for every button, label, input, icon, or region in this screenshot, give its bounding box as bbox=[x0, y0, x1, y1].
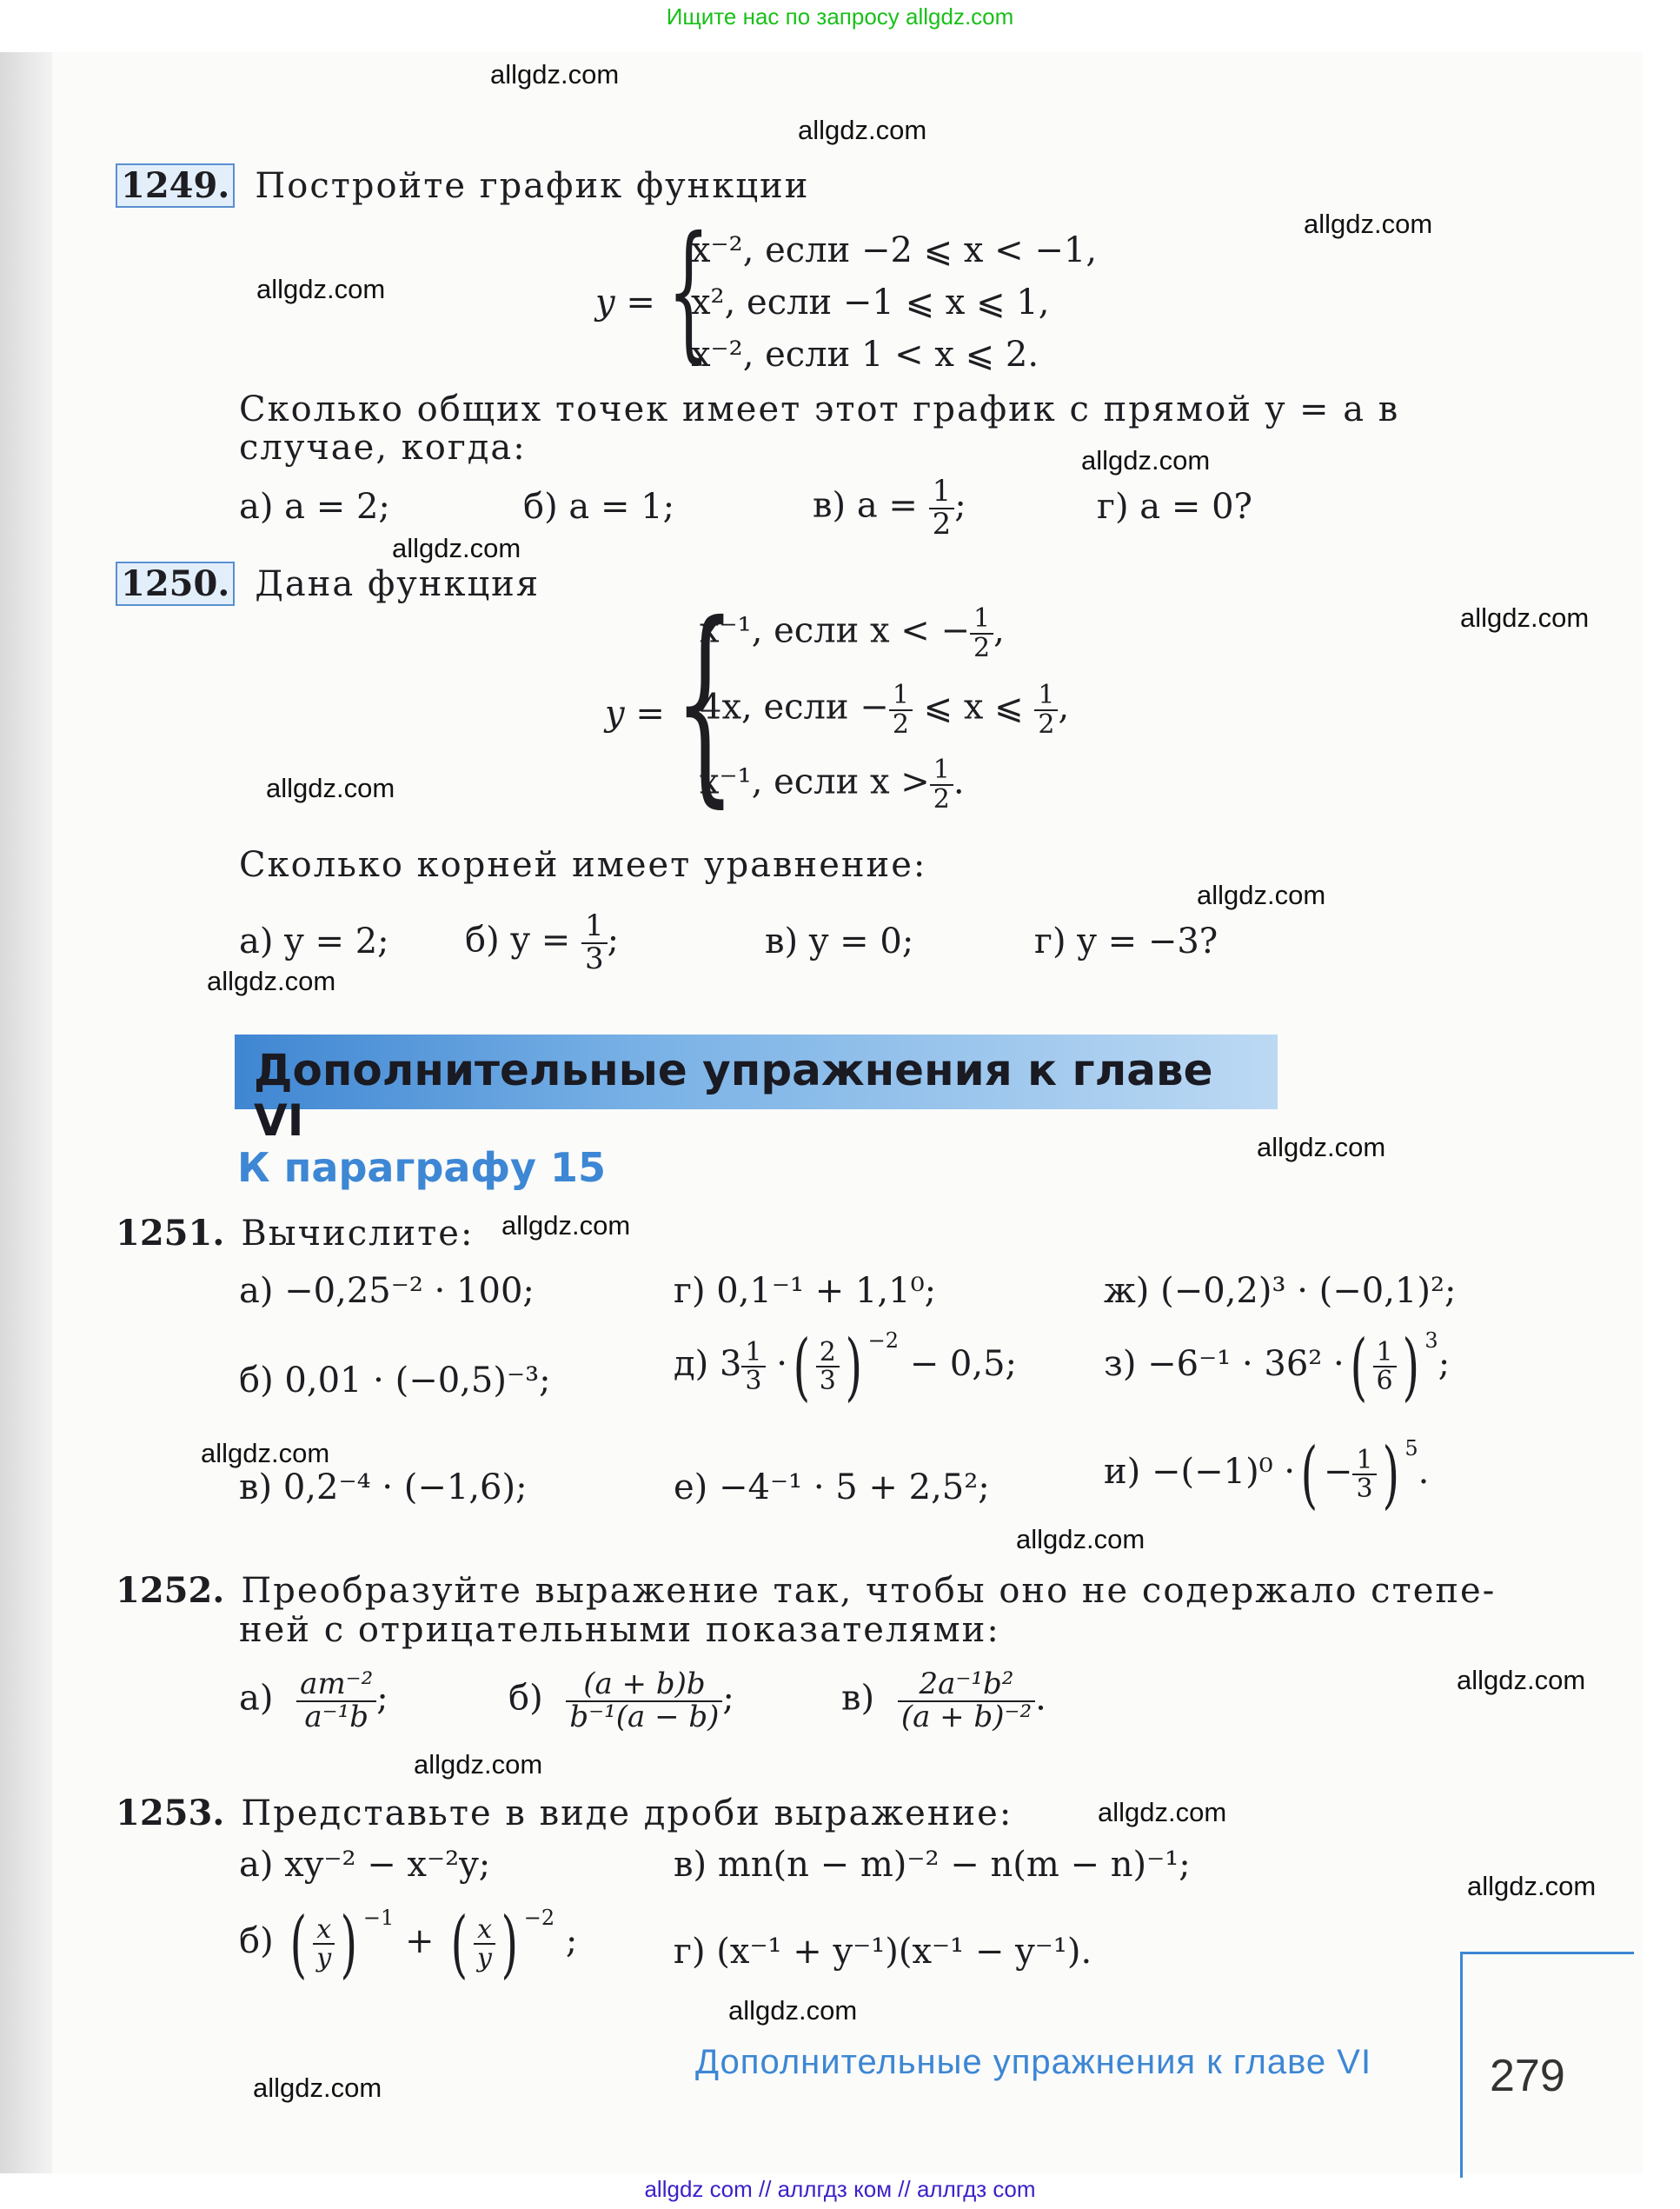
item-a: а) −0,25⁻² · 100; bbox=[239, 1271, 535, 1311]
watermark: allgdz.com bbox=[1460, 602, 1590, 633]
watermark: allgdz.com bbox=[1197, 880, 1326, 910]
item-z: з) −6⁻¹ · 36² ·( $\frac{1}{6}$ ) $^3$; bbox=[1104, 1324, 1451, 1409]
problem-text: Вычислите: bbox=[241, 1214, 475, 1254]
fraction: $\frac{1}{2}$ bbox=[1034, 682, 1058, 738]
item-i: и) −(−1)⁰ ·( − $\frac{1}{3}$ ) $^5$. bbox=[1104, 1432, 1430, 1517]
piecewise-brace: { bbox=[667, 205, 710, 377]
problem-text: Представьте в виде дроби выражение: bbox=[241, 1793, 1013, 1833]
paragraph-subtitle: К параграфу 15 bbox=[237, 1144, 607, 1191]
option-b: б) y = $\frac{1}{3}$ ; bbox=[465, 908, 620, 976]
top-watermark-banner: Ищите нас по запросу allgdz.com bbox=[666, 3, 1014, 30]
fraction: $\frac{1}{3}$ bbox=[741, 1339, 765, 1395]
item-v: в) $\frac{\text{2a⁻¹b²}}{\text{(a + b)⁻²}}$ . bbox=[841, 1667, 1046, 1734]
piecewise-case-1: x⁻², если −2 ⩽ x < −1, bbox=[691, 230, 1098, 270]
watermark: allgdz.com bbox=[253, 2073, 382, 2103]
watermark: allgdz.com bbox=[207, 966, 336, 996]
problem-number: 1252. bbox=[116, 1570, 225, 1611]
footer-divider-horizontal bbox=[1460, 1952, 1634, 1954]
problem-1251-header bbox=[116, 1213, 474, 1254]
problem-number: 1249. bbox=[116, 163, 235, 208]
question-line-2: случае, когда: bbox=[239, 428, 527, 468]
item-e: е) −4⁻¹ · 5 + 2,5²; bbox=[674, 1467, 990, 1507]
item-v: в) 0,2⁻⁴ · (−1,6); bbox=[239, 1467, 528, 1507]
watermark: allgdz.com bbox=[392, 533, 521, 563]
item-b: б) 0,01 · (−0,5)⁻³; bbox=[239, 1361, 551, 1401]
problem-text: Постройте график функции bbox=[255, 166, 810, 206]
function-y-label: y = bbox=[595, 283, 655, 323]
problem-1250-header bbox=[116, 563, 540, 604]
watermark: allgdz.com bbox=[201, 1438, 330, 1468]
watermark: allgdz.com bbox=[798, 115, 927, 145]
watermark: allgdz.com bbox=[501, 1210, 631, 1241]
item-b: б) $\frac{(a + b)b}{\text{b⁻¹(a − b)}}$ ; bbox=[508, 1667, 734, 1734]
piecewise-brace: { bbox=[674, 578, 736, 826]
piecewise-case-2: x², если −1 ⩽ x ⩽ 1, bbox=[691, 283, 1050, 323]
fraction: $\frac{1}{2}$ bbox=[889, 682, 913, 738]
problem-1252-header bbox=[116, 1570, 1496, 1611]
item-g: г) 0,1⁻¹ + 1,1⁰; bbox=[674, 1271, 937, 1311]
bottom-watermark-banner: allgdz com // аллгдз ком // аллгдз com bbox=[644, 2176, 1036, 2202]
question-line: Сколько корней имеет уравнение: bbox=[239, 845, 927, 885]
footer-chapter-title: Дополнительные упражнения к главе VI bbox=[695, 2043, 1372, 2081]
page-number: 279 bbox=[1490, 2051, 1565, 2101]
fraction: $\frac{1}{6}$ bbox=[1373, 1339, 1397, 1395]
fraction: $\frac{1}{2}$ bbox=[970, 605, 993, 662]
footer-divider-vertical bbox=[1460, 1952, 1463, 2178]
option-v: в) a = $\frac{1}{2}$ ; bbox=[813, 474, 966, 542]
item-a: а) $\frac{\text{am⁻²}}{\text{a⁻¹b}}$ ; bbox=[239, 1667, 388, 1734]
piecewise-case-3: x⁻², если 1 < x ⩽ 2. bbox=[691, 335, 1039, 375]
fraction: $\frac{1}{2}$ bbox=[930, 756, 953, 813]
item-g: г) (x⁻¹ + y⁻¹)(x⁻¹ − y⁻¹). bbox=[674, 1932, 1092, 1972]
fraction: $\frac{\text{2a⁻¹b²}}{\text{(a + b)⁻²}}$ bbox=[898, 1669, 1035, 1733]
item-d: д) 3 $\frac{1}{3}$ ·( $\frac{2}{3}$ ) $^{-2}$ − 0,5; bbox=[674, 1324, 1018, 1409]
fraction: $\frac{x}{y}$ bbox=[474, 1916, 495, 1973]
problem-text-line-2: ней с отрицательными показателями: bbox=[239, 1610, 1000, 1650]
watermark: allgdz.com bbox=[1098, 1797, 1227, 1827]
piecewise-case-3: x⁻¹, если x > $\frac{1}{2}$ . bbox=[700, 755, 965, 815]
option-g: г) a = 0? bbox=[1097, 487, 1252, 527]
watermark: allgdz.com bbox=[256, 274, 386, 304]
option-b: б) a = 1; bbox=[523, 487, 675, 527]
watermark: allgdz.com bbox=[266, 773, 395, 803]
item-b: б) ( $\frac{x}{y}$ ) $^{-1}$ + ( $\frac{x}{y}$ ) $^{-2}$ ; bbox=[239, 1901, 578, 1986]
problem-number: 1251. bbox=[116, 1213, 225, 1254]
problem-1249-header bbox=[116, 165, 809, 206]
problem-number: 1253. bbox=[116, 1793, 225, 1833]
piecewise-case-2: 4x, если − $\frac{1}{2}$ ⩽ x ⩽ $\frac{1}{2}$ , bbox=[700, 680, 1070, 740]
watermark: allgdz.com bbox=[1304, 209, 1433, 239]
watermark: allgdz.com bbox=[1457, 1665, 1586, 1695]
question-line-1: Сколько общих точек имеет этот график с прямой y = a в bbox=[239, 389, 1400, 429]
fraction: $\frac{2}{3}$ bbox=[816, 1339, 840, 1395]
watermark: allgdz.com bbox=[490, 59, 620, 90]
option-a: а) a = 2; bbox=[239, 487, 390, 527]
problem-text: Преобразуйте выражение так, чтобы оно не содержало степе- bbox=[241, 1571, 1497, 1611]
section-banner bbox=[235, 1035, 1278, 1146]
fraction: $\frac{1}{2}$ bbox=[929, 476, 955, 540]
function-y-label: y = bbox=[605, 694, 665, 734]
watermark: allgdz.com bbox=[1081, 445, 1211, 476]
watermark: allgdz.com bbox=[1467, 1871, 1597, 1901]
watermark: allgdz.com bbox=[414, 1749, 543, 1780]
option-a: а) y = 2; bbox=[239, 922, 389, 961]
problem-1253-header bbox=[116, 1793, 1013, 1833]
item-a: а) xy⁻² − x⁻²y; bbox=[239, 1845, 491, 1885]
fraction: $\frac{x}{y}$ bbox=[313, 1916, 335, 1973]
problem-text: Дана функция bbox=[255, 564, 541, 604]
page-spine-shadow bbox=[0, 52, 52, 2173]
fraction: $\frac{1}{3}$ bbox=[1352, 1447, 1376, 1503]
section-title: Дополнительные упражнения к главе VI bbox=[254, 1045, 1213, 1146]
watermark: allgdz.com bbox=[1257, 1132, 1386, 1162]
fraction: $\frac{1}{3}$ bbox=[581, 911, 608, 975]
watermark: allgdz.com bbox=[728, 1995, 858, 2026]
fraction: $\frac{(a + b)b}{\text{b⁻¹(a − b)}}$ bbox=[566, 1669, 722, 1733]
item-zh: ж) (−0,2)³ · (−0,1)²; bbox=[1104, 1271, 1457, 1311]
fraction: $\frac{\text{am⁻²}}{\text{a⁻¹b}}$ bbox=[296, 1669, 376, 1733]
item-v: в) mn(n − m)⁻² − n(m − n)⁻¹; bbox=[674, 1845, 1191, 1885]
option-v: в) y = 0; bbox=[765, 922, 914, 961]
option-g: г) y = −3? bbox=[1034, 922, 1218, 961]
piecewise-case-1: x⁻¹, если x < − $\frac{1}{2}$ , bbox=[700, 603, 1005, 663]
watermark: allgdz.com bbox=[1016, 1524, 1145, 1554]
problem-number: 1250. bbox=[116, 562, 235, 606]
